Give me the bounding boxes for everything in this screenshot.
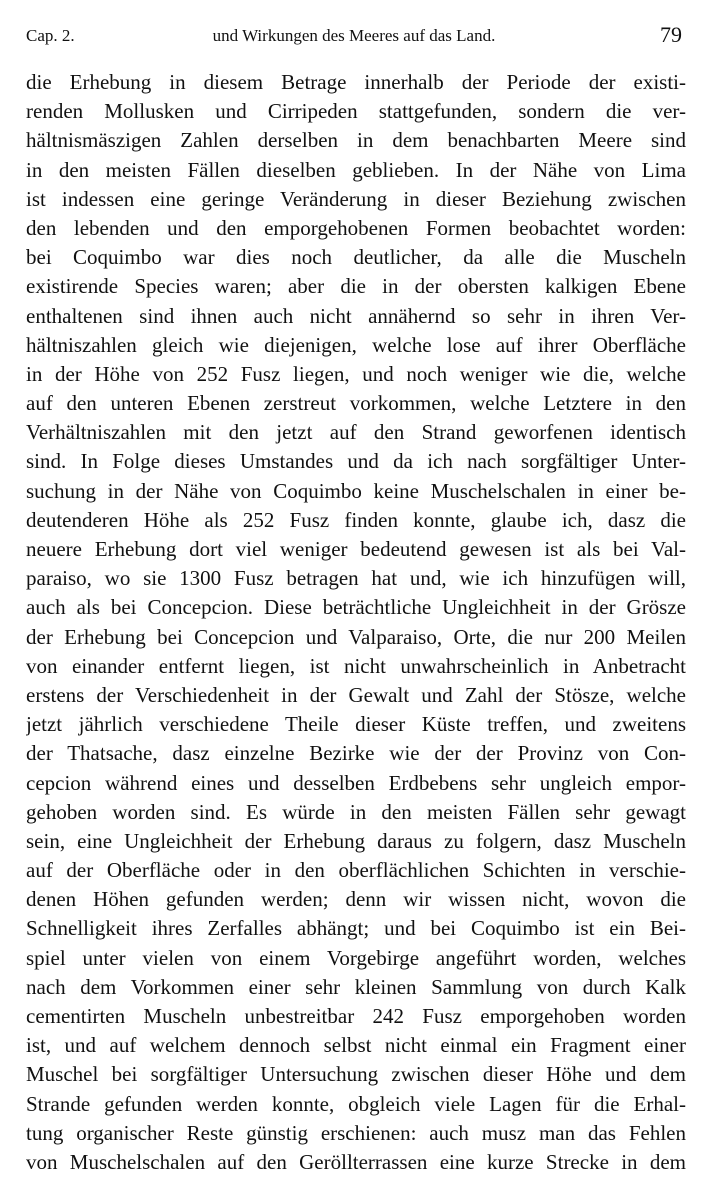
text-line: cementirten Muscheln unbestreitbar 242 Fusz emporgehoben worden bbox=[26, 1004, 686, 1028]
text-line: erstens der Verschiedenheit in der Gewalt und Zahl der Stösze, welche bbox=[26, 682, 686, 707]
text-line: Verhältniszahlen mit den jetzt auf den Strand geworfenen identisch bbox=[26, 420, 686, 445]
text-line: der Thatsache, dasz einzelne Bezirke wie der der Provinz von Con- bbox=[26, 741, 686, 766]
text-line: ist indessen eine geringe Veränderung in dieser Beziehung zwischen bbox=[26, 186, 686, 211]
text-line: renden Mollusken und Cirripeden stattgefunden, sondern die ver- bbox=[26, 99, 686, 124]
text-line: hältniszahlen gleich wie diejenigen, welche lose auf ihrer Oberfläche bbox=[26, 332, 686, 357]
text-line: in der Höhe von 252 Fusz liegen, und noch weniger wie die, welche bbox=[26, 361, 686, 386]
chapter-label: Cap. 2. bbox=[26, 26, 75, 45]
text-line: auf den unteren Ebenen zerstreut vorkommen, welche Letztere in den bbox=[26, 391, 686, 416]
text-line: enthaltenen sind ihnen auch nicht annähernd so sehr in ihren Ver- bbox=[26, 303, 686, 328]
text-line: bei Coquimbo war dies noch deutlicher, da alle die Muscheln bbox=[26, 245, 686, 270]
body-text bbox=[26, 68, 686, 1177]
text-line: spiel unter vielen von einem Vorgebirge angeführt worden, welches bbox=[26, 945, 686, 970]
text-line: suchung in der Nähe von Coquimbo keine Muschelschalen in einer be- bbox=[26, 478, 686, 503]
text-line: von Muschelschalen auf den Geröllterrassen eine kurze Strecke in dem bbox=[26, 1149, 686, 1174]
text-line: nach dem Vorkommen einer sehr kleinen Sammlung von durch Kalk bbox=[26, 974, 686, 999]
text-line: Muschel bei sorgfältiger Untersuchung zwischen dieser Höhe und dem bbox=[26, 1062, 686, 1087]
text-line: die Erhebung in diesem Betrage innerhalb der Periode der existi- bbox=[26, 70, 686, 94]
text-line: auch als bei Concepcion. Diese beträchtliche Ungleichheit in der Grösze bbox=[26, 595, 686, 620]
text-line: ist, und auf welchem dennoch selbst nicht einmal ein Fragment einer bbox=[26, 1033, 686, 1058]
text-line: cepcion während eines und desselben Erdbebens sehr ungleich empor- bbox=[26, 770, 686, 795]
text-line: jetzt jährlich verschiedene Theile dieser Küste treffen, und zweitens bbox=[26, 712, 686, 737]
running-title: und Wirkungen des Meeres auf das Land. bbox=[212, 26, 496, 45]
text-line: Schnelligkeit ihres Zerfalles abhängt; und bei Coquimbo ist ein Bei- bbox=[26, 916, 686, 941]
text-line: sind. In Folge dieses Umstandes und da ich nach sorgfältiger Unter- bbox=[26, 449, 686, 474]
text-line: auf der Oberfläche oder in den oberflächlichen Schichten in verschie- bbox=[26, 858, 686, 883]
text-line: gehoben worden sind. Es würde in den meisten Fällen sehr gewagt bbox=[26, 799, 686, 824]
text-line: paraiso, wo sie 1300 Fusz betragen hat und, wie ich hinzufügen will, bbox=[26, 566, 686, 591]
text-line: tung organischer Reste günstig erschienen: auch musz man das Fehlen bbox=[26, 1120, 686, 1145]
text-line: von einander entfernt liegen, ist nicht unwahrscheinlich in Anbetracht bbox=[26, 653, 686, 678]
text-line: deutenderen Höhe als 252 Fusz finden konnte, glaube ich, dasz die bbox=[26, 507, 686, 532]
text-line: hältnismäszigen Zahlen derselben in dem benachbarten Meere sind bbox=[26, 128, 686, 153]
text-line: den lebenden und den emporgehobenen Formen beobachtet worden: bbox=[26, 215, 686, 240]
text-line: neuere Erhebung dort viel weniger bedeutend gewesen ist als bei Val- bbox=[26, 537, 686, 561]
text-line: sein, eine Ungleichheit der Erhebung daraus zu folgern, dasz Muscheln bbox=[26, 828, 686, 853]
text-line: existirende Species waren; aber die in der obersten kalkigen Ebene bbox=[26, 274, 686, 299]
text-line: Strande gefunden werden konnte, obgleich viele Lagen für die Erhal- bbox=[26, 1091, 686, 1116]
page-header bbox=[26, 22, 682, 56]
text-line: der Erhebung bei Concepcion und Valparaiso, Orte, die nur 200 Meilen bbox=[26, 624, 686, 649]
text-line: denen Höhen gefunden werden; denn wir wissen nicht, wovon die bbox=[26, 887, 686, 912]
text-line: in den meisten Fällen dieselben geblieben. In der Nähe von Lima bbox=[26, 157, 686, 182]
page-number: 79 bbox=[660, 22, 682, 47]
